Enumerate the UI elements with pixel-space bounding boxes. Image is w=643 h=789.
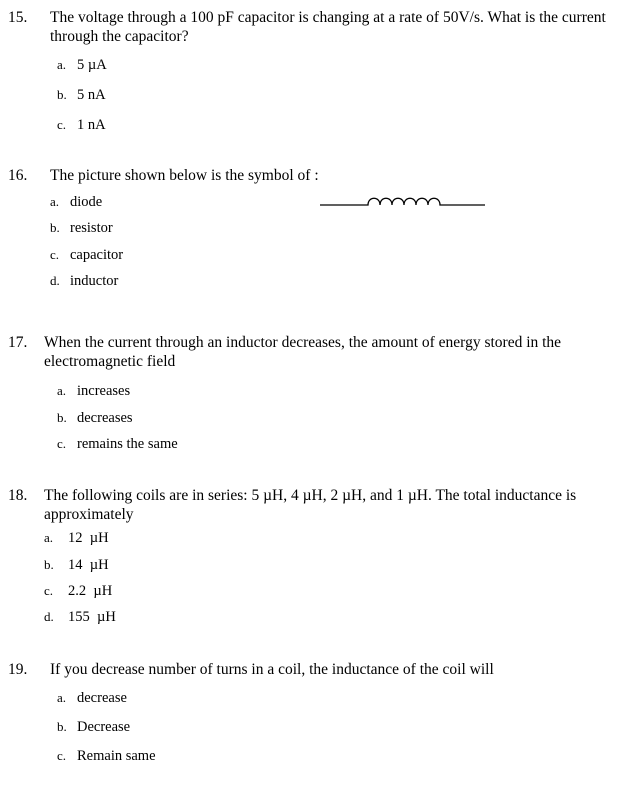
option-c[interactable]	[50, 246, 123, 264]
option-text: Decrease	[77, 719, 131, 735]
option-letter: b.	[57, 410, 67, 425]
question-text: When the current through an inductor decreases, the amount of energy stored in the electromagnetic field	[44, 334, 562, 370]
option-c[interactable]	[44, 582, 112, 600]
option-letter: c.	[57, 436, 67, 451]
option-a[interactable]	[57, 56, 107, 74]
option-b[interactable]	[44, 556, 109, 574]
question-number: 16.	[8, 167, 28, 184]
option-a[interactable]	[57, 689, 127, 707]
option-text: 155 µH	[68, 609, 116, 625]
option-text: 1 nA	[77, 117, 106, 133]
option-text: decrease	[77, 690, 127, 706]
option-letter: b.	[57, 87, 67, 102]
option-text: 5 nA	[77, 87, 106, 103]
option-b[interactable]	[57, 86, 106, 104]
option-letter: a.	[44, 530, 54, 545]
question-number: 19.	[8, 661, 28, 678]
option-text: 5 µA	[77, 57, 107, 73]
option-d[interactable]	[50, 272, 118, 290]
option-c[interactable]	[57, 747, 156, 765]
option-text: Remain same	[77, 748, 156, 764]
option-text: 12 µH	[68, 530, 109, 546]
option-text: decreases	[77, 410, 133, 426]
option-text: resistor	[70, 220, 113, 236]
option-text: capacitor	[70, 247, 124, 263]
option-letter: b.	[44, 557, 54, 572]
option-a[interactable]	[44, 529, 109, 547]
option-letter: a.	[57, 57, 67, 72]
option-b[interactable]	[57, 718, 130, 736]
option-letter: c.	[50, 247, 60, 262]
question-number: 15.	[8, 9, 28, 26]
option-text: diode	[70, 194, 103, 210]
option-d[interactable]	[44, 608, 116, 626]
option-letter: b.	[50, 220, 60, 235]
question-text: If you decrease number of turns in a coil, the inductance of the coil will	[50, 661, 494, 678]
option-letter: c.	[44, 583, 54, 598]
option-c[interactable]	[57, 435, 178, 453]
option-letter: c.	[57, 748, 67, 763]
option-text: 14 µH	[68, 557, 109, 573]
question-number: 18.	[8, 487, 28, 504]
option-letter: d.	[50, 273, 60, 288]
option-text: inductor	[70, 273, 119, 289]
option-letter: a.	[57, 690, 67, 705]
option-c[interactable]	[57, 116, 106, 134]
inductor-coil-symbol	[320, 184, 486, 208]
question-text: The picture shown below is the symbol of :	[50, 167, 319, 184]
option-text: remains the same	[77, 436, 178, 452]
option-text: increases	[77, 383, 131, 399]
option-letter: b.	[57, 719, 67, 734]
option-letter: a.	[50, 194, 60, 209]
option-letter: c.	[57, 117, 67, 132]
question-text: The voltage through a 100 pF capacitor is changing at a rate of 50V/s. What is the current through the capacitor?	[50, 9, 606, 45]
question-text: The following coils are in series: 5 µH, 4 µH, 2 µH, and 1 µH. The total inductance is approximately	[44, 487, 577, 523]
question-number: 17.	[8, 334, 28, 351]
option-b[interactable]	[57, 409, 133, 427]
option-letter: a.	[57, 383, 67, 398]
option-a[interactable]	[57, 382, 130, 400]
option-text: 2.2 µH	[68, 583, 113, 599]
option-letter: d.	[44, 609, 54, 624]
option-b[interactable]	[50, 219, 113, 237]
option-a[interactable]	[50, 193, 102, 211]
